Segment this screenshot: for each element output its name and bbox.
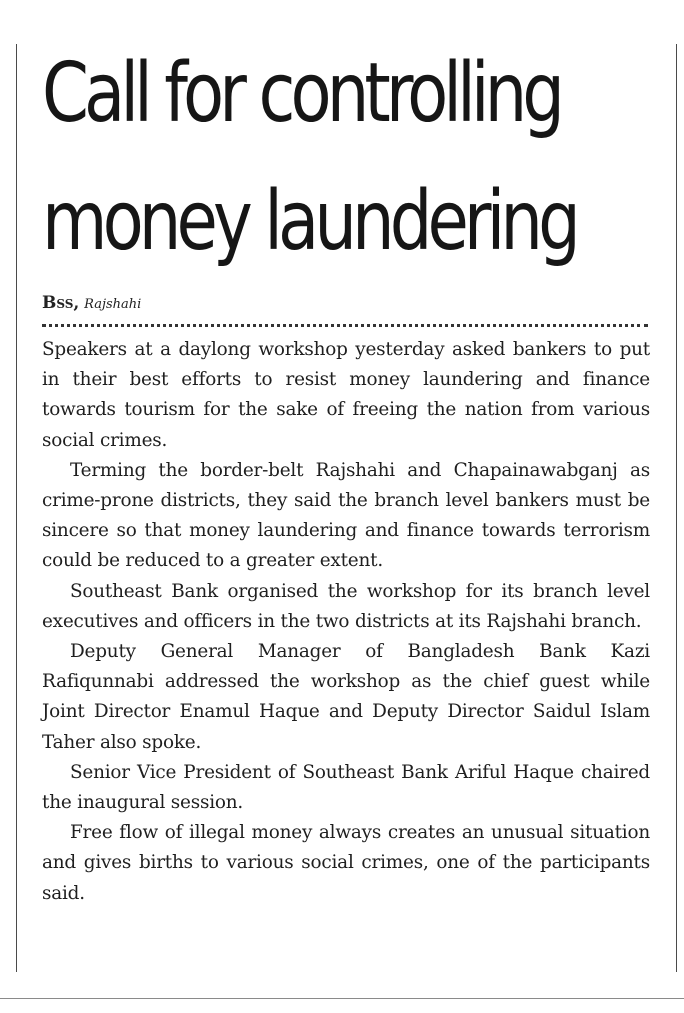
article-paragraph-4: Deputy General Manager of Bangladesh Bank Kazi Rafiqunnabi addressed the workshop as the chief guest while Joint Director Enamul Haque and Deputy Director Saidul Islam Taher also spoke. xyxy=(42,641,650,753)
page-bottom-rule xyxy=(0,998,684,999)
article-paragraph-3: Southeast Bank organised the workshop for its branch level executives and officers in the two districts at its Rajshahi branch. xyxy=(42,580,650,632)
headline-line-2: money laundering xyxy=(42,174,576,269)
article-paragraph-6: Free flow of illegal money always creates an unusual situation and gives births to various social crimes, one of the participants said. xyxy=(42,822,650,904)
byline-location: Rajshahi xyxy=(84,297,142,312)
article-body xyxy=(42,335,650,909)
dotted-divider xyxy=(42,324,648,327)
article-paragraph-1: Speakers at a daylong workshop yesterday asked bankers to put in their best efforts to resist money laundering and finance towards tourism for the sake of freeing the nation from various social crimes. xyxy=(42,339,650,451)
column-rule-left xyxy=(16,44,17,972)
byline-agency: Bss, xyxy=(42,293,80,313)
headline xyxy=(42,30,576,286)
article-paragraph-5: Senior Vice President of Southeast Bank Ariful Haque chaired the inaugural session. xyxy=(42,761,650,814)
article-paragraph-2: Terming the border-belt Rajshahi and Chapainawabganj as crime-prone districts, they said the branch level bankers must be sincere so that money laundering and finance towards terrorism could be reduced to a greater extent. xyxy=(42,459,650,572)
news-article xyxy=(42,30,650,909)
headline-line-1: Call for controlling xyxy=(42,46,561,141)
column-rule-right xyxy=(676,44,677,972)
byline xyxy=(42,292,650,314)
